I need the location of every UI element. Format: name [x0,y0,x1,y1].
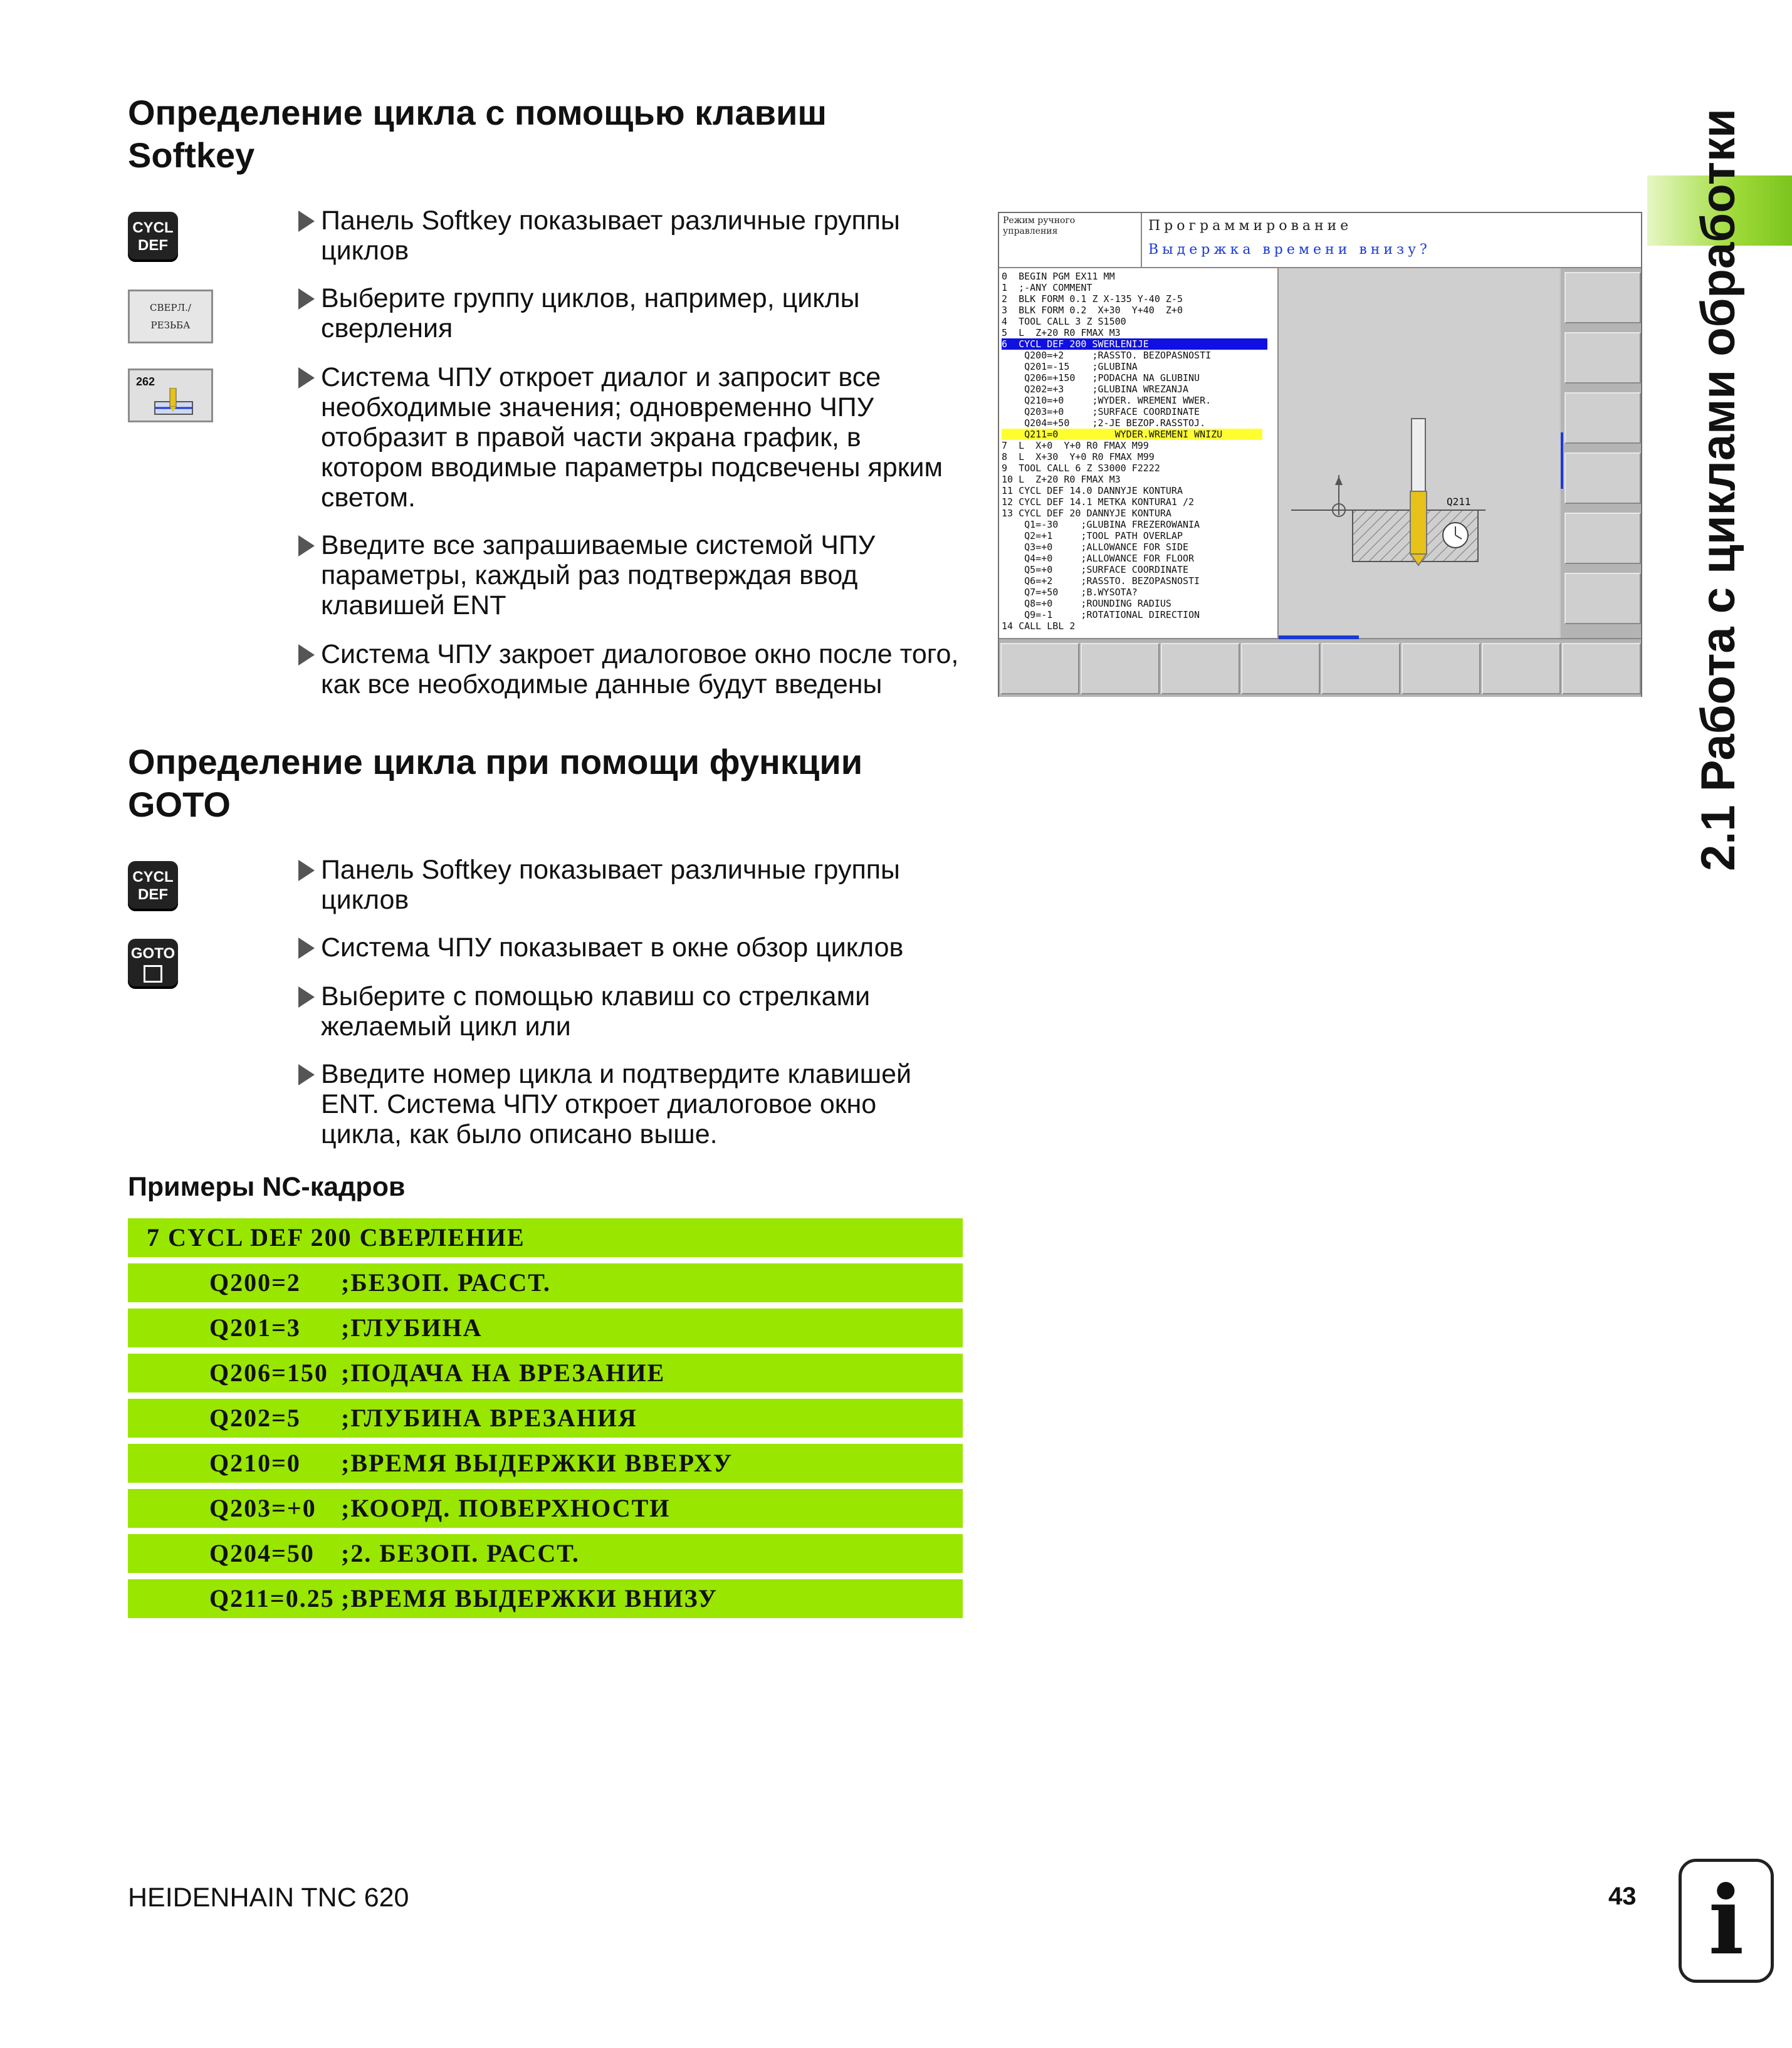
bullet-triangle-icon [298,860,315,881]
nc-row [128,1354,963,1392]
code-line[interactable]: Q9=-1 ;ROTATIONAL DIRECTION [1002,609,1200,620]
section-title-softkey: Определение цикла с помощью клавиш Softkey [128,93,827,175]
code-line[interactable]: 14 CALL LBL 2 [1002,620,1076,632]
code-line[interactable]: 7 L X+0 Y+0 R0 FMAX M99 [1002,440,1149,451]
horizontal-softkey-8[interactable] [1562,643,1641,694]
square-icon [144,965,162,983]
code-line[interactable]: 4 TOOL CALL 3 Z S1500 [1002,316,1126,327]
horizontal-softkey-5[interactable] [1321,643,1400,694]
code-line[interactable]: Q203=+0 ;SURFACE COORDINATE [1002,406,1200,417]
horizontal-softkey-2[interactable] [1081,643,1160,694]
nc-row [128,1309,963,1347]
mode-label: Режим ручного управления [1003,216,1076,236]
horizontal-softkey-4[interactable] [1241,643,1320,694]
horizontal-softkey-7[interactable] [1482,643,1561,694]
step-goto-overview: Система ЧПУ показывает в окне обзор циклов [298,933,963,963]
code-line[interactable]: Q2=+1 ;TOOL PATH OVERLAP [1002,530,1183,541]
code-line[interactable]: 11 CYCL DEF 14.0 DANNYJE KONTURA [1002,485,1183,496]
bullet-triangle-icon [298,938,315,959]
nc-row [128,1444,963,1483]
dialog-question: Выдержка времени внизу? [1148,242,1431,258]
tnc-screen [998,212,1642,697]
vertical-softkey-3[interactable] [1564,392,1641,444]
step-softkey-panel: Панель Softkey показывает различные группы циклов [298,206,963,266]
horizontal-softkey-3[interactable] [1161,643,1240,694]
step-goto-number: Введите номер цикла и подтвердите клавишей ENT. Система ЧПУ откроет диалоговое окно цикла, как было описано выше. [298,1059,963,1149]
nc-param: Q206=150 [209,1359,328,1387]
nc-comment: ;КООРД. ПОВЕРХНОСТИ [341,1494,671,1522]
code-line[interactable]: 12 CYCL DEF 14.1 METKA KONTURA1 /2 [1002,496,1195,508]
bullet-triangle-icon [298,1064,315,1085]
goto-key[interactable]: GOTO [128,939,178,989]
nc-row [128,1399,963,1438]
vertical-softkey-bar [1561,268,1641,638]
drill-graphic-icon [1279,268,1559,638]
code-line[interactable]: Q211=0 WYDER.WREMENI WNIZU [1002,429,1262,440]
nc-param: Q210=0 [209,1449,301,1477]
bullet-triangle-icon [298,986,315,1008]
chapter-side-title: 2.1 Работа с циклами обработки [1692,108,1745,871]
nc-comment: ;ГЛУБИНА ВРЕЗАНИЯ [341,1404,637,1432]
horizontal-softkey-6[interactable] [1402,643,1480,694]
horizontal-softkey-1[interactable] [1000,643,1079,694]
code-line[interactable]: 1 ;-ANY COMMENT [1002,282,1092,293]
nc-comment: ;2. БЕЗОП. РАССТ. [341,1539,580,1567]
code-line[interactable]: 6 CYCL DEF 200 SWERLENIJE [1002,338,1267,350]
nc-row [128,1534,963,1573]
code-line[interactable]: Q1=-30 ;GLUBINA FREZEROWANIA [1002,519,1200,530]
section-title-goto: Определение цикла при помощи функции GOTO [128,742,863,824]
nc-comment: ;ВРЕМЯ ВЫДЕРЖКИ ВНИЗУ [341,1584,718,1612]
cycl-def-key[interactable]: CYCL DEF [128,212,178,262]
code-line[interactable]: 8 L X+30 Y+0 R0 FMAX M99 [1002,451,1155,462]
nc-param: Q204=50 [209,1539,315,1567]
bullet-triangle-icon [298,535,315,556]
step-dialog-closes: Система ЧПУ закроет диалоговое окно после того, как все необходимые данные будут введены [298,639,963,699]
code-line[interactable]: Q4=+0 ;ALLOWANCE FOR FLOOR [1002,553,1195,564]
step-goto-arrows: Выберите с помощью клавиш со стрелками желаемый цикл или [298,981,963,1042]
vertical-softkey-2[interactable] [1564,332,1641,384]
step-dialog-opens: Система ЧПУ откроет диалог и запросит все необходимые значения; одновременно ЧПУ отобразит в правой части экрана график, в котором вводимые параметры подсвечены ярким светом. [298,362,963,513]
program-listing[interactable] [999,268,1279,638]
horizontal-softkey-bar [999,638,1641,697]
help-graphic [1279,268,1559,638]
code-line[interactable]: Q201=-15 ;GLUBINA [1002,361,1138,372]
step-goto-softkey-panel: Панель Softkey показывает различные группы циклов [298,855,963,915]
bullet-triangle-icon [298,644,315,666]
nc-comment: ;ВРЕМЯ ВЫДЕРЖКИ ВВЕРХУ [341,1449,733,1477]
code-line[interactable]: Q206=+150 ;PODACHA NA GLUBINU [1002,372,1200,384]
code-line[interactable]: 2 BLK FORM 0.1 Z X-135 Y-40 Z-5 [1002,293,1183,305]
screen-header [999,213,1641,268]
vertical-softkey-1[interactable] [1564,272,1641,323]
code-line[interactable]: 10 L Z+20 R0 FMAX M3 [1002,474,1121,485]
nc-examples-title: Примеры NC-кадров [128,1172,406,1202]
nc-header: 7 CYCL DEF 200 СВЕРЛЕНИЕ [147,1223,525,1251]
code-line[interactable]: 5 L Z+20 R0 FMAX M3 [1002,327,1121,338]
vertical-softkey-6[interactable] [1564,573,1641,624]
info-icon: i [1679,1859,1774,1983]
code-line[interactable]: Q8=+0 ;ROUNDING RADIUS [1002,598,1171,609]
code-line[interactable]: Q3=+0 ;ALLOWANCE FOR SIDE [1002,541,1189,553]
nc-param: Q203=+0 [209,1494,317,1522]
code-line[interactable]: Q6=+2 ;RASSTO. BEZOPASNOSTI [1002,575,1200,587]
nc-comment: ;ПОДАЧА НА ВРЕЗАНИЕ [341,1359,666,1387]
bullet-triangle-icon [298,367,315,389]
code-line[interactable]: 0 BEGIN PGM EX11 MM [1002,271,1115,282]
code-line[interactable]: Q200=+2 ;RASSTO. BEZOPASNOSTI [1002,350,1212,361]
nc-param: Q200=2 [209,1268,301,1297]
drill-softkey[interactable]: СВЕРЛ./ РЕЗЬБА [128,290,213,343]
code-line[interactable]: 13 CYCL DEF 20 DANNYJE KONTURA [1002,508,1171,519]
drill-cycle-icon [149,388,199,419]
bullet-triangle-icon [298,288,315,310]
nc-header-row [128,1218,963,1257]
softkey-scroll-indicator [1561,432,1563,489]
nc-comment: ;БЕЗОП. РАССТ. [341,1268,551,1297]
svg-text:Q211: Q211 [1447,496,1471,508]
nc-param: Q202=5 [209,1404,301,1432]
program-mode-label: Программирование [1148,218,1353,234]
nc-comment: ;ГЛУБИНА [341,1314,483,1342]
nc-row [128,1263,963,1302]
code-line[interactable]: Q7=+50 ;B.WYSOTA? [1002,587,1138,598]
code-line[interactable]: 9 TOOL CALL 6 Z S3000 F2222 [1002,462,1160,474]
bullet-triangle-icon [298,211,315,232]
cycl-def-key[interactable]: CYCL DEF [128,861,178,911]
footer-manual-name: HEIDENHAIN TNC 620 [128,1883,409,1913]
cycle-262-softkey[interactable] [128,368,213,422]
code-line[interactable]: Q210=+0 ;WYDER. WREMENI WWER. [1002,395,1212,406]
code-line[interactable]: Q204=+50 ;2-JE BEZOP.RASSTOJ. [1002,417,1206,429]
nc-row [128,1579,963,1618]
cycle-number: 262 [136,375,155,388]
step-select-group: Выберите группу циклов, например, циклы сверления [298,283,963,343]
code-line[interactable]: 3 BLK FORM 0.2 X+30 Y+40 Z+0 [1002,305,1183,316]
nc-param: Q201=3 [209,1314,301,1342]
step-enter-params: Введите все запрашиваемые системой ЧПУ параметры, каждый раз подтверждая ввод клавишей ENT [298,530,963,620]
vertical-softkey-4[interactable] [1564,452,1641,504]
softkey-level-indicator [1279,635,1359,639]
code-line[interactable]: Q202=+3 ;GLUBINA WREZANJA [1002,384,1189,395]
vertical-softkey-5[interactable] [1564,513,1641,564]
page-number: 43 [1608,1883,1637,1910]
nc-row [128,1489,963,1528]
nc-param: Q211=0.25 [209,1584,335,1612]
code-line[interactable]: Q5=+0 ;SURFACE COORDINATE [1002,564,1189,575]
